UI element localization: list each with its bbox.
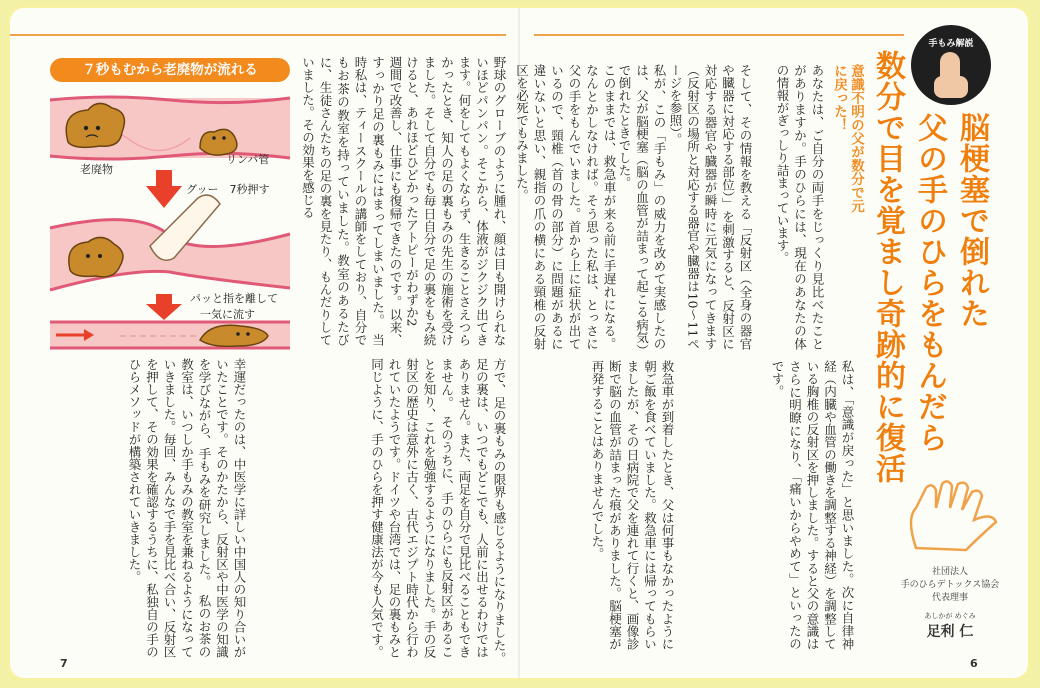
label-release-2: 一気に流す: [200, 308, 255, 321]
right-mid-col-1: 私は、「意識が戻った」と思いました。次に自律神経（内臓や血管の働きを調整する神経）を調整している胸椎の反射区を押しました。すると父の意識はさらに明瞭になり、「痛いからやめて」といったのです。: [770, 360, 855, 650]
label-press-7-seconds: グッー 7秒押す: [186, 183, 270, 196]
label-waste: 老廃物: [80, 163, 113, 176]
magazine-spread: [10, 8, 1028, 678]
right-top-col-2: そして、その情報を教える「反射区（全身の器官や臓器に対応する部位）」を刺激すると、反射区に対応する器官や臓器が瞬時に元気になってきます（反射区の場所と対応する器官や臓器は10〜11ページを参照）。: [668, 64, 753, 350]
badge: [910, 24, 992, 106]
left-body-col-1: 野球のグローブのように腫れ、顔は目も開けられないほどパンパン。そこから、体液がジクジク出てきます。何をしてもよくならず、生きることさえつらかったとき、知人の足の裏もみの先生の施術を受けました。そして自分でも毎日自分で足の裏をもみ続けると、あれほどひどかったアトピーがわずか2: [404, 56, 507, 346]
right-top-col-5: このままでは、救急車が来る前に手遅れになる。なんとかしなければ。そう思った私は、とっさに父の手をもんでいました。首から上に症状が出ているので、頸椎（首の骨の部分）に問題があるに違いないと思い、親指の爪の横にある頸椎の反射区を必死でもみました。: [514, 64, 617, 350]
byline-ruby: あしかが めぐみ: [924, 612, 976, 620]
arrow-down-icon: [146, 170, 182, 208]
left-page-number: 7: [60, 657, 68, 670]
left-body-col-3: 方で、足の裏もみの限界も感じるようになりました。 足の裏は、いつでもどこでも、人前に出せるわけではありません。また、両足を自分で見比べることもできません。 そのうちに、手のひらにも反射区があることを知り、これを勉強するようになりました。手の反射区の歴史は意外に古く、古代エジプト時代から行われていたようです。ドイツや台湾では、足の裏もみと同じように、手のひらを押す健康法が今も人気です。: [369, 358, 507, 671]
lymph-illustration: [50, 58, 290, 348]
byline-org-1: 社団法人: [931, 567, 968, 577]
left-body-col-4: 幸運だったのは、中医学に詳しい中国人の知り合いがいたことです。そのかたから、反射区や中医学の知識を学びながら、手もみを研究しました。 私のお茶の教室は、いつしか手もみの教室を兼ねるようになっていきました。毎回、みんなで手を見比べ合い、反射区を押して、その効果を確認するうちに、私独自の手のひらメソッドが構築されていきました。: [127, 358, 247, 658]
right-top-col-1: あなたは、ご自分の両手をじっくり見比べたことがありますか。手のひらには、現在のあなたの体の情報がぎっしり詰まっています。: [775, 64, 825, 350]
label-release-1: パッと指を離して: [190, 292, 278, 305]
article-title-line-3: 数分で目を覚まし奇跡的に復活: [870, 50, 905, 484]
byline-role: 代表理事: [931, 593, 968, 603]
right-mid-col-2: 救急車が到着したとき、父は何事もなかったように朝ご飯を食べていました。救急車には帰ってもらいましたが、その日病院で父を連れて行くと、画像診断で脳の血管が詰まった痕がありました。脳梗塞が再発することはありませんでした。: [590, 360, 675, 650]
illustration-title: ７秒もむから老廃物が流れる: [50, 58, 290, 82]
right-page-number: 6: [970, 657, 978, 670]
section-heading-1: 意識不明の父が数分で元に戻った！: [831, 64, 864, 213]
badge-label: 手もみ解説: [928, 39, 974, 49]
byline-org-2: 手のひらデトックス協会: [900, 580, 1000, 590]
hand-outline-icon: [896, 478, 1006, 558]
article-title-line-2: 父の手のひらをもんだら: [912, 112, 947, 453]
article-title-line-1: 脳梗塞で倒れた: [954, 112, 989, 329]
left-top-rule: [10, 34, 506, 36]
right-top-col-3: 私が、この「手もみ」の威力を改めて実感したのは、父が脳梗塞（脳の血管が詰まって起こる病気）で倒れたときでした。: [617, 64, 667, 350]
right-top-rule: [534, 34, 904, 36]
label-lymph-vessel: リンパ管: [226, 153, 270, 166]
left-body-col-2: 週間で改善し、仕事にも復帰できたのです。以来、すっかり足の裏もみにはまってしまいました。 当時私は、ティースクールの講師をしており、自分でもお茶の教室を持っていました。教室のあるたびに、生徒さんたちの足の裏を見たり、もんだりしていました。その効果を感じる: [300, 56, 403, 346]
arrow-down-icon: [146, 294, 182, 320]
byline: [880, 564, 1020, 641]
byline-name: 足利 仁: [926, 624, 974, 640]
